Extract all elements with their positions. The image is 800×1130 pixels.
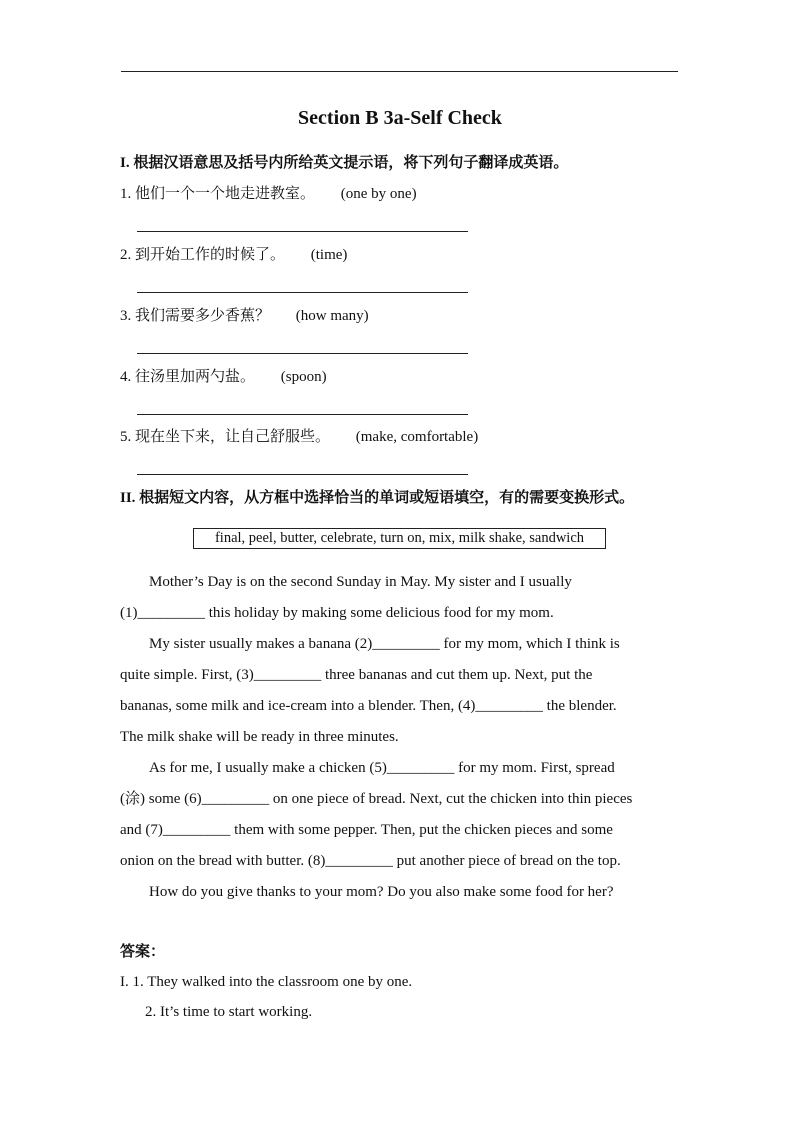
answer-line: 2. It’s time to start working. [145, 1004, 313, 1020]
answer-blank-5[interactable] [137, 474, 468, 475]
answer-blank-2[interactable] [137, 292, 468, 293]
question-hint: (one by one) [340, 186, 417, 202]
passage-line: quite simple. First, (3)_________ three bananas and cut them up. Next, put the [120, 667, 593, 683]
question-text: 到开始工作的时候了。 [135, 247, 286, 263]
question-5 [120, 426, 478, 448]
part1-heading: I. 根据汉语意思及括号内所给英文提示语，将下列句子翻译成英语。 [120, 155, 569, 171]
page-title: Section B 3a-Self Check [298, 107, 502, 129]
question-3 [120, 305, 369, 327]
answer-blank-3[interactable] [137, 353, 468, 354]
passage-line: The milk shake will be ready in three minutes. [120, 729, 399, 745]
top-rule [121, 71, 678, 72]
question-text: 往汤里加两勺盐。 [135, 369, 256, 385]
question-hint: (spoon) [280, 369, 327, 385]
word-box: final, peel, butter, celebrate, turn on, mix, milk shake, sandwich [193, 528, 606, 549]
passage-line: (涂) some (6)_________ on one piece of bread. Next, cut the chicken into thin pieces [120, 791, 633, 807]
passage-line: My sister usually makes a banana (2)_________ for my mom, which I think is [149, 636, 620, 652]
question-number: 3. [120, 308, 132, 324]
question-number: 2. [120, 247, 132, 263]
passage-line: How do you give thanks to your mom? Do you also make some food for her? [149, 884, 614, 900]
passage-line: onion on the bread with butter. (8)_________ put another piece of bread on the top. [120, 853, 621, 869]
question-hint: (how many) [295, 308, 369, 324]
passage-line: and (7)_________ them with some pepper. Then, put the chicken pieces and some [120, 822, 613, 838]
question-number: 5. [120, 429, 132, 445]
passage-line: (1)_________ this holiday by making some delicious food for my mom. [120, 605, 554, 621]
question-number: 4. [120, 369, 132, 385]
question-hint: (time) [310, 247, 348, 263]
part2-heading: II. 根据短文内容，从方框中选择恰当的单词或短语填空，有的需要变换形式。 [120, 490, 635, 506]
question-hint: (make, comfortable) [355, 429, 479, 445]
passage-line: bananas, some milk and ice-cream into a blender. Then, (4)_________ the blender. [120, 698, 617, 714]
answer-blank-1[interactable] [137, 231, 468, 232]
question-number: 1. [120, 186, 132, 202]
question-text: 现在坐下来，让自己舒服些。 [135, 429, 331, 445]
passage-line: As for me, I usually make a chicken (5)_________ for my mom. First, spread [149, 760, 615, 776]
question-1 [120, 183, 417, 205]
answer-line: I. 1. They walked into the classroom one by one. [120, 974, 413, 990]
answers-heading: 答案： [120, 944, 166, 960]
question-2 [120, 244, 347, 266]
question-4 [120, 366, 327, 388]
passage-line: Mother’s Day is on the second Sunday in May. My sister and I usually [149, 574, 572, 590]
answer-blank-4[interactable] [137, 414, 468, 415]
passage [120, 567, 680, 908]
question-text: 我们需要多少香蕉？ [135, 308, 271, 324]
question-text: 他们一个一个地走进教室。 [135, 186, 316, 202]
